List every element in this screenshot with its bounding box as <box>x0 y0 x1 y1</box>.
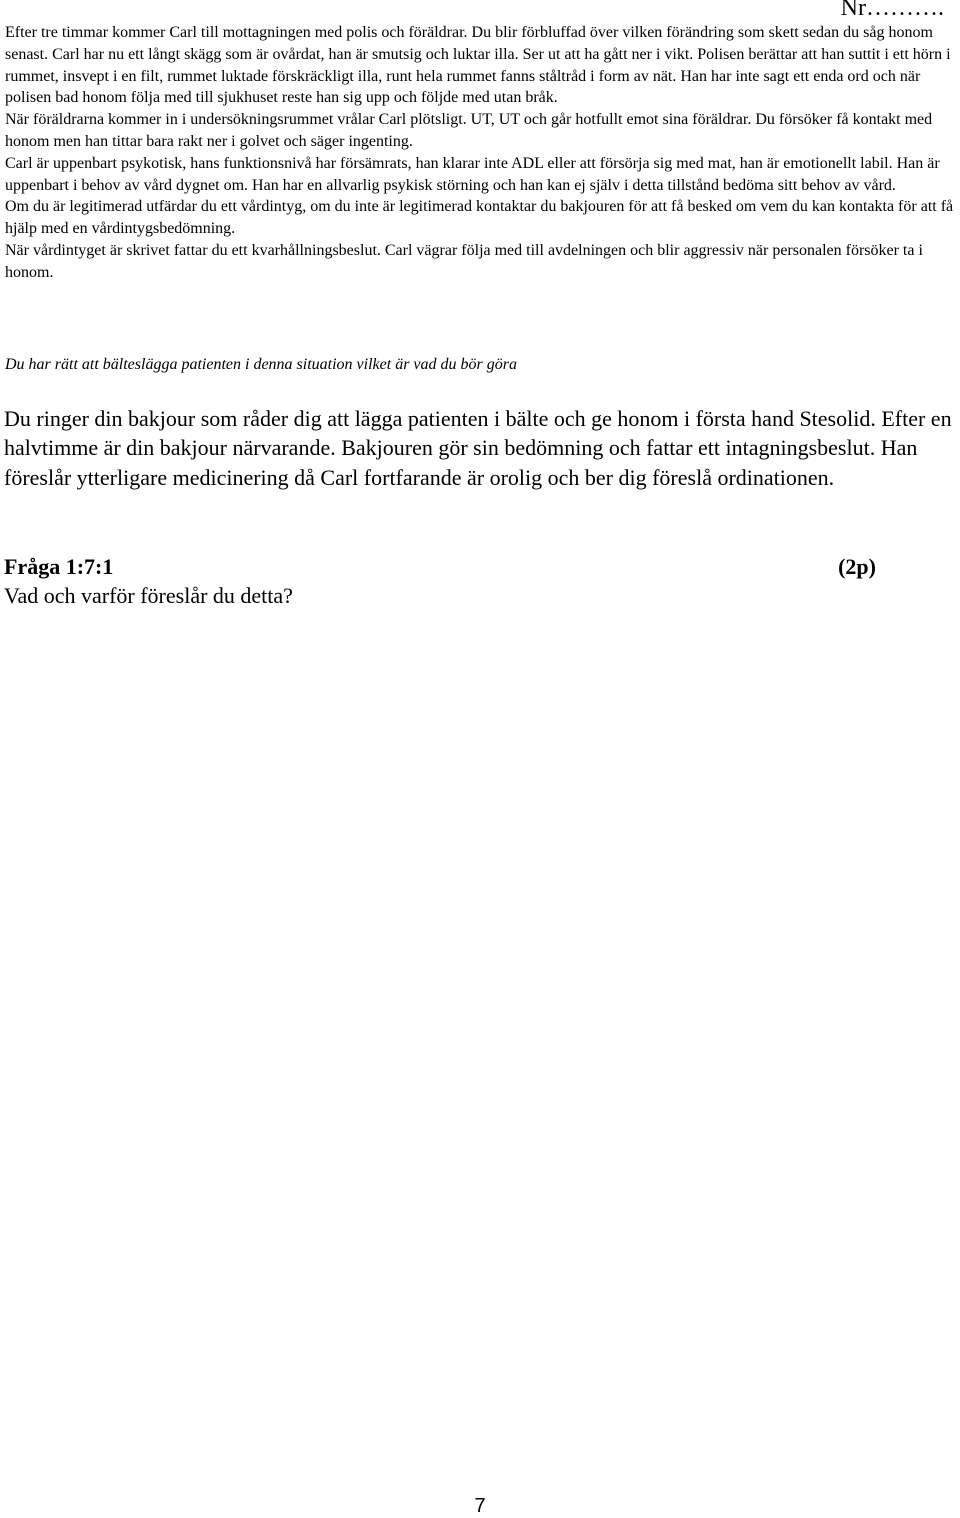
case-paragraph: Efter tre timmar kommer Carl till mottagningen med polis och föräldrar. Du blir förbluffad över vilken förändring som skett sedan du såg honom senast. Carl har nu ett långt skägg som är ovårdat, han är smutsig och luktar illa. Ser ut att ha gått ner i vikt. Polisen berättar att han suttit i ett hörn i rummet, insvept i en filt, rummet luktade förskräckligt illa, runt hela rummet fanns ståltråd i form av nät. Han har inte sagt ett enda ord och när polisen bad honom följa med till sjukhuset reste han sig upp och följde med utan bråk. <box>5 24 951 107</box>
case-description <box>5 22 960 284</box>
case-paragraph: När vårdintyget är skrivet fattar du ett kvarhållningsbeslut. Carl vägrar följa med till avdelningen och blir aggressiv när personalen försöker ta i honom. <box>5 241 923 281</box>
page-number: 7 <box>474 1495 486 1517</box>
scenario-text: Du ringer din bakjour som råder dig att lägga patienten i bälte och ge honom i första hand Stesolid. Efter en halvtimme är din bakjour närvarande. Bakjouren gör sin bedömning och fattar ett intagningsbeslut. Han föreslår ytterligare medicinering då Carl fortfarande är orolig och ber dig föreslå ordinationen. <box>4 406 952 490</box>
question-title: Fråga 1:7:1 <box>4 554 114 579</box>
case-paragraph: När föräldrarna kommer in i undersökningsrummet vrålar Carl plötsligt. UT, UT och går hotfullt emot sina föräldrar. Du försöker få kontakt med honom men han tittar bara rakt ner i golvet och säger ingenting. <box>5 111 933 150</box>
question-points: (2p) <box>838 554 876 579</box>
case-paragraph: Carl är uppenbart psykotisk, hans funktionsnivå har försämrats, han klarar inte ADL eller att försörja sig med mat, han är emotionellt labil. Han är uppenbart i behov av vård dygnet om. Han har en allvarlig psykisk störning och han kan ej själv i detta tillstånd bedöma sitt behov av vård. <box>5 154 940 194</box>
nr-label: Nr………. <box>840 0 944 21</box>
question-text: Vad och varför föreslår du detta? <box>4 583 293 608</box>
italic-note: Du har rätt att bälteslägga patienten i denna situation vilket är vad du bör göra <box>5 356 517 373</box>
case-paragraph: Om du är legitimerad utfärdar du ett vårdintyg, om du inte är legitimerad kontaktar du bakjouren för att få besked om vem du kan kontakta för att få hjälp med en vårdintygsbedömning. <box>5 198 954 238</box>
